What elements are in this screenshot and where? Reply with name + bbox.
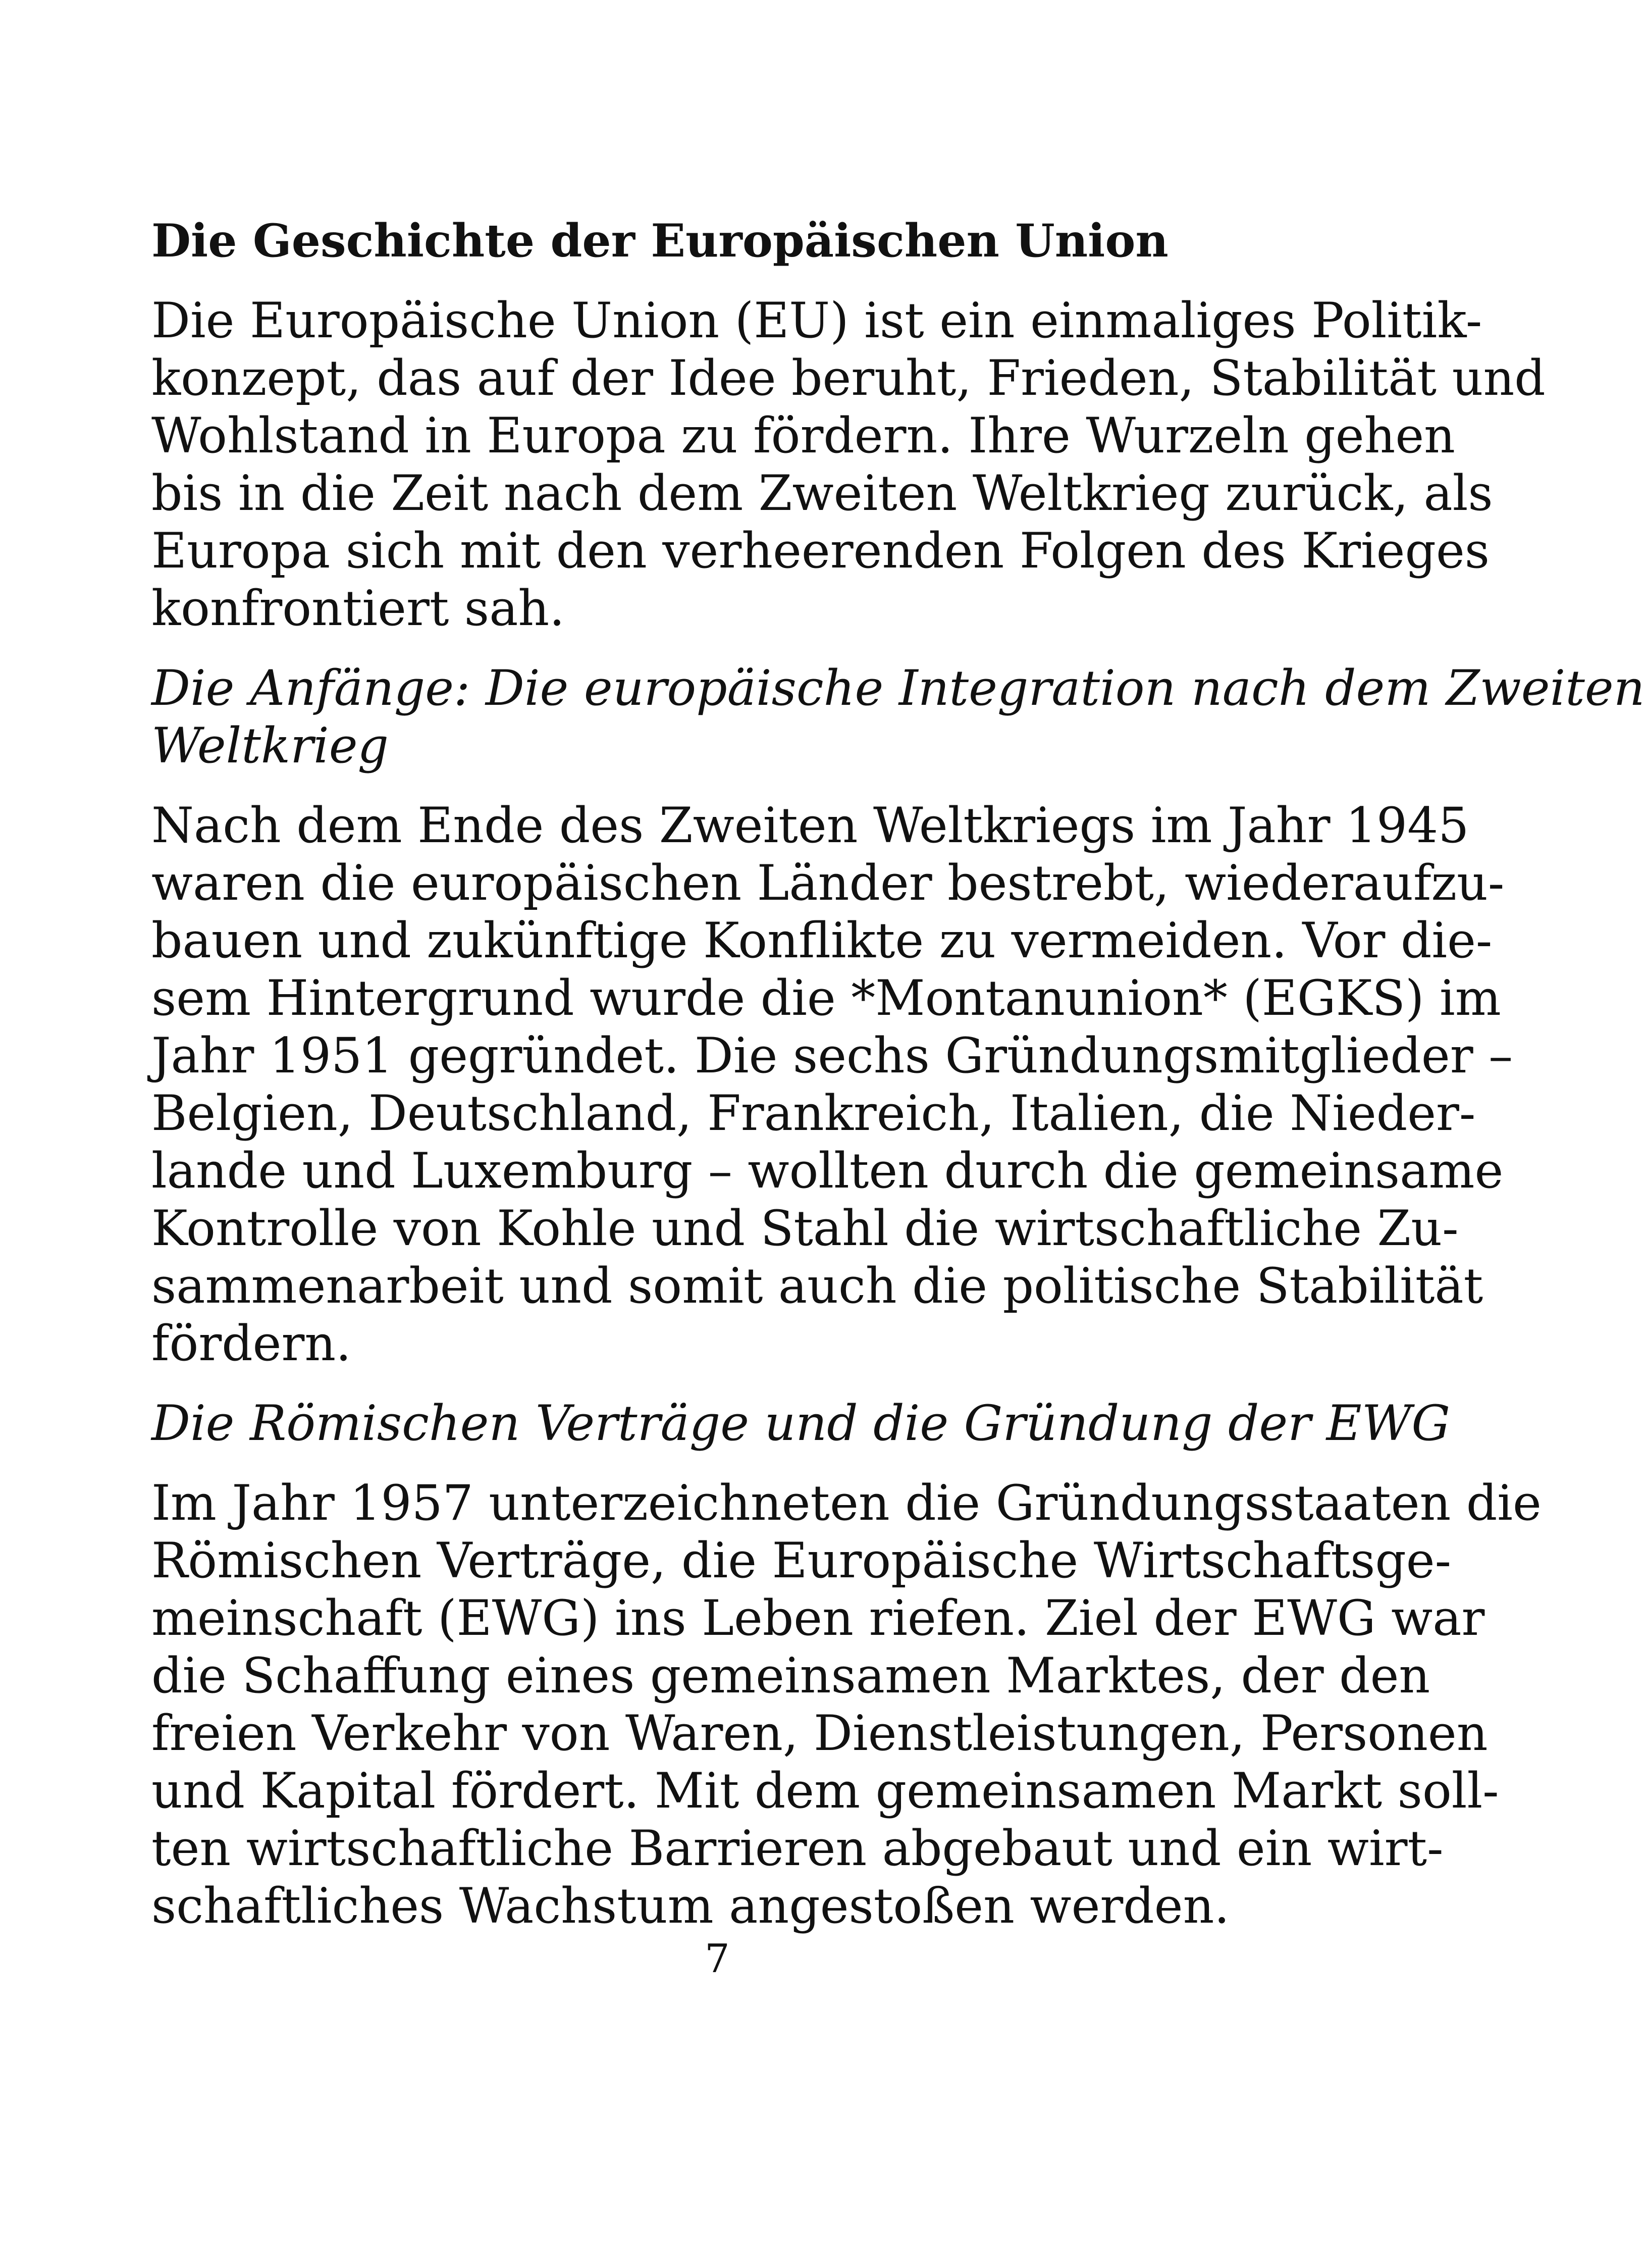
text-line: Jahr 1951 gegründet. Die sechs Gründungsmitglieder – <box>151 1027 1513 1084</box>
text-line: konzept, das auf der Idee beruht, Frieden, Stabilität und <box>151 350 1546 406</box>
text-line: ten wirtschaftliche Barrieren abgebaut und ein wirt- <box>151 1820 1444 1877</box>
section-heading-2 <box>151 1395 1451 1452</box>
text-line: sem Hintergrund wurde die *Montanunion* (EGKS) im <box>151 970 1501 1026</box>
section-heading-1 <box>151 659 1645 775</box>
text-line: Wohlstand in Europa zu fördern. Ihre Wurzeln gehen <box>151 407 1455 464</box>
text-line: Im Jahr 1957 unterzeichneten die Gründungsstaaten die <box>151 1475 1542 1531</box>
paragraph-2 <box>151 1474 1542 1935</box>
heading-line: Die Anfänge: Die europäische Integration nach dem Zweiten <box>151 660 1645 716</box>
text-line: freien Verkehr von Waren, Dienstleistungen, Personen <box>151 1705 1488 1762</box>
paragraph-1 <box>151 797 1513 1372</box>
text-line: die Schaffung eines gemeinsamen Marktes, der den <box>151 1647 1430 1704</box>
text-line: Die Europäische Union (EU) ist ein einmaliges Politik- <box>151 292 1482 349</box>
text-line: meinschaft (EWG) ins Leben riefen. Ziel der EWG war <box>151 1590 1485 1646</box>
text-line: bis in die Zeit nach dem Zweiten Weltkrieg zurück, als <box>151 465 1493 522</box>
text-line: sammenarbeit und somit auch die politische Stabilität <box>151 1258 1483 1314</box>
text-line: Europa sich mit den verheerenden Folgen des Krieges <box>151 523 1490 579</box>
text-line: Nach dem Ende des Zweiten Weltkriegs im Jahr 1945 <box>151 797 1469 854</box>
text-line: Belgien, Deutschland, Frankreich, Italien, die Nieder- <box>151 1085 1476 1142</box>
text-line: Römischen Verträge, die Europäische Wirtschaftsge- <box>151 1532 1452 1589</box>
page-number: 7 <box>705 1936 730 1982</box>
text-line: Kontrolle von Kohle und Stahl die wirtschaftliche Zu- <box>151 1200 1459 1257</box>
page-content <box>151 212 1645 1957</box>
heading-line: Die Römischen Verträge und die Gründung der EWG <box>151 1395 1451 1452</box>
intro-paragraph <box>151 292 1546 637</box>
text-line: und Kapital fördert. Mit dem gemeinsamen Markt soll- <box>151 1763 1499 1819</box>
text-line: lande und Luxemburg – wollten durch die gemeinsame <box>151 1143 1504 1199</box>
text-line: waren die europäischen Länder bestrebt, wiederaufzu- <box>151 855 1505 911</box>
text-line: bauen und zukünftige Konflikte zu vermeiden. Vor die- <box>151 912 1493 969</box>
heading-line: Weltkrieg <box>151 717 389 774</box>
text-line: schaftliches Wachstum angestoßen werden. <box>151 1878 1230 1934</box>
text-line: fördern. <box>151 1315 351 1372</box>
page-title: Die Geschichte der Europäischen Union <box>151 214 1169 268</box>
text-line: konfrontiert sah. <box>151 580 565 637</box>
